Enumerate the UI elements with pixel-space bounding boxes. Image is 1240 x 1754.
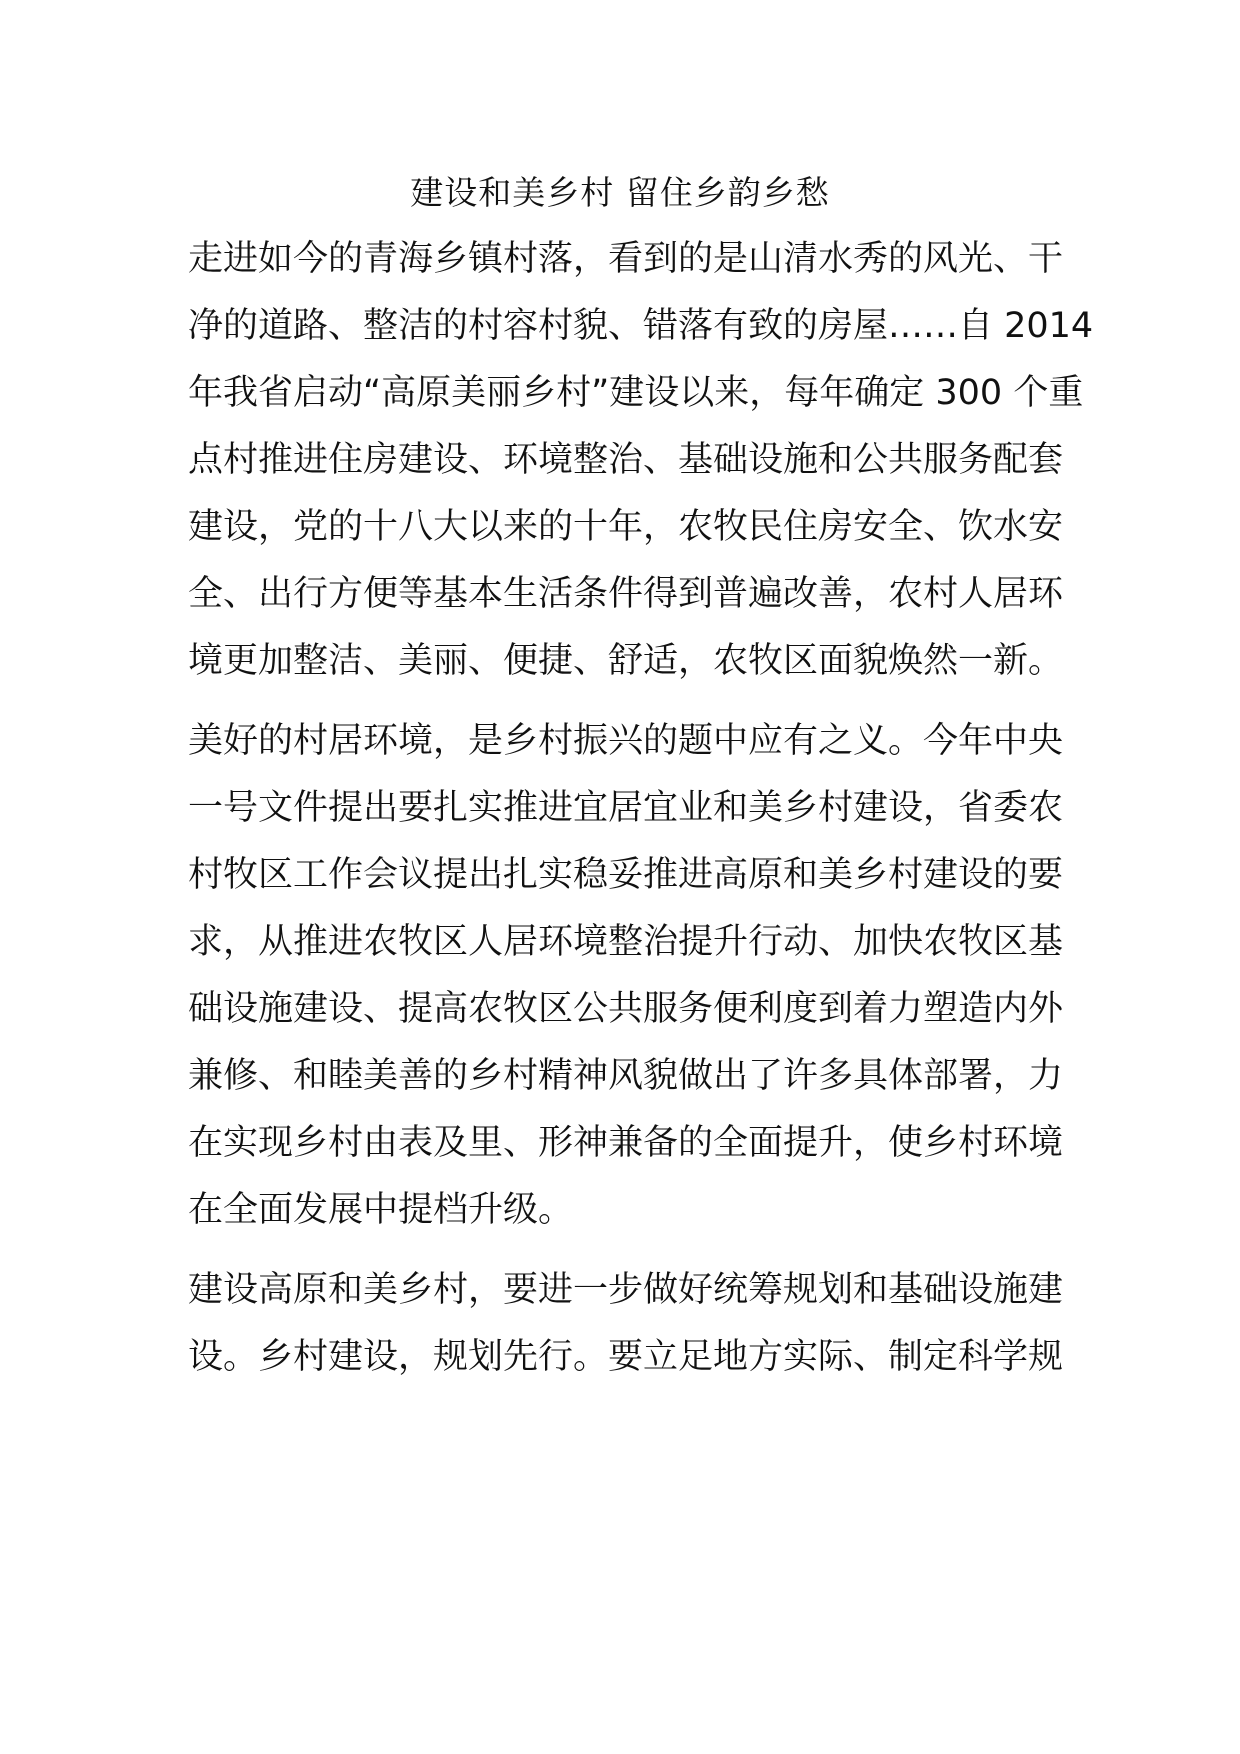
paragraph-1-line-5: 建设，党的十八大以来的十年，农牧民住房安全、饮水安 — [188, 507, 1064, 547]
paragraph-1-line-1: 走进如今的青海乡镇村落，看到的是山清水秀的风光、干 — [188, 239, 1064, 279]
paragraph-1-line-2: 净的道路、整洁的村容村貌、错落有致的房屋……自 2014 — [188, 306, 1094, 346]
paragraph-1-line-3: 年我省启动“高原美丽乡村”建设以来，每年确定 300 个重 — [188, 373, 1084, 413]
paragraph-2-line-7: 在实现乡村由表及里、形神兼备的全面提升，使乡村环境 — [188, 1123, 1064, 1163]
paragraph-3-line-1: 建设高原和美乡村，要进一步做好统筹规划和基础设施建 — [188, 1270, 1064, 1310]
paragraph-2-line-6: 兼修、和睦美善的乡村精神风貌做出了许多具体部署，力 — [188, 1056, 1064, 1096]
paragraph-2-line-8: 在全面发展中提档升级。 — [188, 1190, 574, 1230]
paragraph-3-line-2: 设。乡村建设，规划先行。要立足地方实际、制定科学规 — [188, 1337, 1064, 1377]
paragraph-1-line-7: 境更加整洁、美丽、便捷、舒适，农牧区面貌焕然一新。 — [188, 641, 1064, 681]
paragraph-1-line-4: 点村推进住房建设、环境整治、基础设施和公共服务配套 — [188, 440, 1064, 480]
paragraph-2-line-3: 村牧区工作会议提出扎实稳妥推进高原和美乡村建设的要 — [188, 855, 1064, 895]
paragraph-2-line-1: 美好的村居环境，是乡村振兴的题中应有之义。今年中央 — [188, 721, 1064, 761]
paragraph-1-line-6: 全、出行方便等基本生活条件得到普遍改善，农村人居环 — [188, 574, 1064, 614]
document-title: 建设和美乡村 留住乡韵乡愁 — [410, 173, 830, 212]
paragraph-2-line-2: 一号文件提出要扎实推进宜居宜业和美乡村建设，省委农 — [188, 788, 1064, 828]
paragraph-2-line-4: 求，从推进农牧区人居环境整治提升行动、加快农牧区基 — [188, 922, 1064, 962]
paragraph-2-line-5: 础设施建设、提高农牧区公共服务便利度到着力塑造内外 — [188, 989, 1064, 1029]
